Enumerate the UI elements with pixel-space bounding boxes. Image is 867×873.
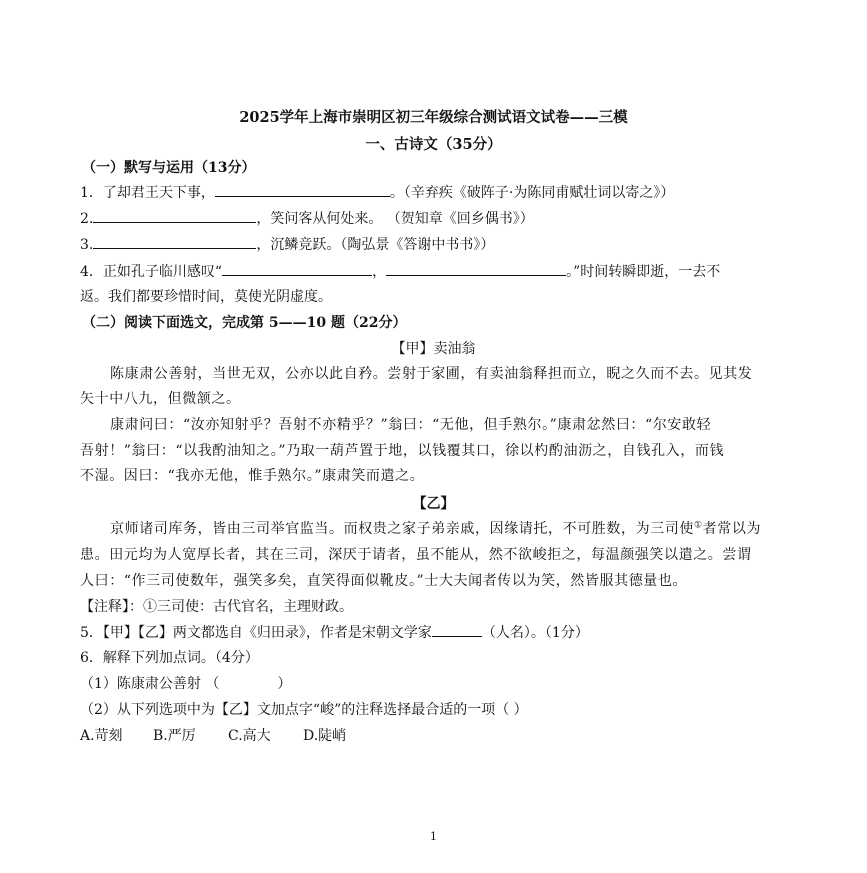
passage-yi-text: 者常以为: [702, 521, 762, 537]
question-5-tail: （人名）。（1分）: [481, 625, 589, 641]
answer-blank[interactable]: [222, 261, 372, 276]
answer-blank[interactable]: [386, 261, 566, 276]
passage-yi-heading: 【乙】: [412, 496, 455, 512]
option-b: B.严厉: [153, 728, 196, 744]
question-3-number: 3.: [80, 237, 94, 253]
question-1-text: 1．了却君王天下事，: [80, 185, 215, 201]
part-heading: （一）默写与运用（13分）: [82, 160, 256, 176]
options-row: [80, 726, 346, 746]
passage-jia-line: 不湿。因曰：“我亦无他，惟手熟尔。”康肃笑而遣之。: [80, 468, 425, 484]
option-a: A.苛刻: [80, 728, 123, 744]
question-5-text: 5．【甲】【乙】两文都选自《归田录》，作者是宋朝文学家: [80, 625, 432, 641]
question-4: [80, 261, 720, 282]
footnote-marker: ①: [694, 520, 703, 531]
question-6-1: [80, 674, 291, 694]
passage-yi-line: 患。田元均为人宽厚长者，其在三司，深厌于请者，虽不能从，然不欲峻拒之，每温颜强笑以遣之。尝谓: [80, 547, 752, 563]
question-3: [80, 234, 494, 255]
question-3-text: ，沉鳞竞跃。（陶弘景《答谢中书书》）: [256, 237, 495, 253]
question-6-2: （2）从下列选项中为【乙】文加点字“峻”的注释选择最合适的一项（ ）: [80, 702, 528, 718]
question-5: [80, 622, 589, 643]
question-4-comma: ，: [372, 264, 387, 280]
question-6-1-text: （1）陈康肃公善射 （: [80, 676, 220, 692]
answer-blank[interactable]: [432, 622, 482, 637]
option-c: C.高大: [228, 728, 271, 744]
page-number: 1: [430, 830, 437, 843]
passage-yi-text: 京师诸司库务，皆由三司举官监当。而权贵之家子弟亲戚，因缘请托，不可胜数，为三司使: [110, 521, 694, 537]
passage-jia-line: 吾射！”翁曰：“以我酌油知之。”乃取一葫芦置于地，以钱覆其口，徐以杓酌油沥之，自钱孔入，而钱: [80, 443, 725, 459]
passage-jia-heading: 【甲】卖油翁: [391, 341, 476, 357]
passage-jia-line: 康肃问曰：“汝亦知射乎？吾射不亦精乎？”翁曰：“无他，但手熟尔。”康肃忿然曰：“尔安敢轻: [110, 417, 712, 433]
question-2: [80, 208, 534, 229]
question-2-number: 2.: [80, 211, 94, 227]
answer-blank[interactable]: [93, 234, 256, 249]
answer-blank[interactable]: [93, 208, 256, 223]
passage-yi-line: [110, 519, 761, 539]
question-1-source: 。（辛弃疾《破阵子·为陈同甫赋壮词以寄之》）: [389, 185, 675, 201]
question-4-tail: 。”时间转瞬即逝，一去不: [566, 264, 721, 280]
question-6: 6．解释下列加点词。（4分）: [80, 650, 259, 666]
option-d: D.陡峭: [303, 728, 347, 744]
question-4-text: 4．正如孔子临川感叹“: [80, 264, 223, 280]
question-1: [80, 182, 674, 203]
section-heading: 一、古诗文（35分）: [365, 136, 502, 153]
answer-blank[interactable]: [215, 182, 390, 197]
exam-title: 2025学年上海市崇明区初三年级综合测试语文试卷——三模: [239, 109, 628, 126]
passage-yi-line: 人曰：“作三司使数年，强笑多矣，直笑得面似靴皮。”士大夫闻者传以为笑，然皆服其德量也。: [80, 573, 688, 589]
question-6-1-close: ）: [277, 676, 292, 692]
question-2-text: ，笑问客从何处来。 （贺知章《回乡偶书》）: [256, 211, 534, 227]
part-heading: （二）阅读下面选文，完成第 5——10 题（22分）: [82, 315, 407, 331]
passage-jia-line: 矢十中八九，但微颔之。: [80, 391, 241, 407]
question-4-line2: 返。我们都要珍惜时间，莫使光阴虚度。: [80, 289, 332, 305]
passage-jia-line: 陈康肃公善射，当世无双，公亦以此自矜。尝射于家圃，有卖油翁释担而立，睨之久而不去。见其发: [110, 366, 753, 382]
annotation: 【注释】：①三司使：古代官名，主理财政。: [80, 599, 353, 615]
